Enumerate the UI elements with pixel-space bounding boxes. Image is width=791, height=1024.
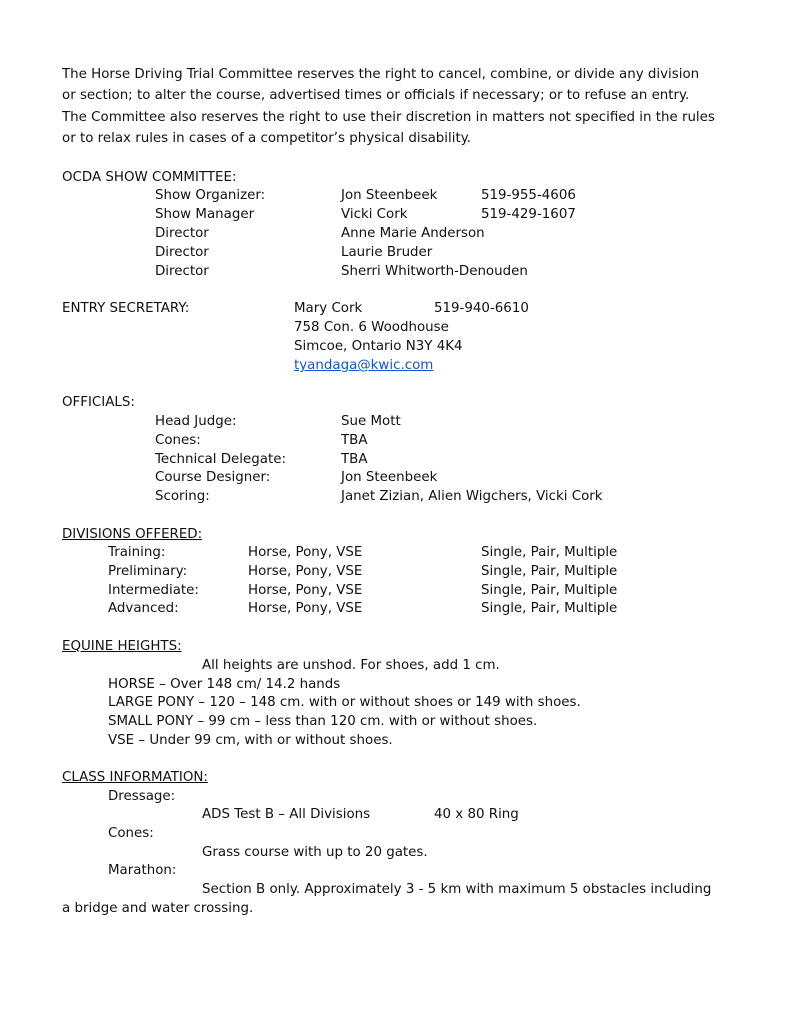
entry-secretary-heading: ENTRY SECRETARY: (62, 301, 190, 316)
entry-secretary-city: Simcoe, Ontario N3Y 4K4 (294, 339, 463, 354)
committee-phone: 519-955-4606 (481, 188, 576, 203)
division-level: Advanced: (108, 601, 179, 616)
division-level: Training: (108, 545, 166, 560)
classes-heading: CLASS INFORMATION: (62, 770, 208, 785)
entry-secretary-phone: 519-940-6610 (434, 301, 529, 316)
official-role: Scoring: (155, 489, 210, 504)
intro-line: or section; to alter the course, advertised times or officials if necessary; or to refuse an entry. (62, 88, 690, 104)
division-equine: Horse, Pony, VSE (248, 583, 363, 598)
entry-secretary-email-link[interactable]: tyandaga@kwic.com (294, 358, 434, 373)
committee-name: Laurie Bruder (341, 245, 433, 260)
cones-label: Cones: (108, 826, 154, 841)
height-line: VSE – Under 99 cm, with or without shoes. (108, 733, 393, 748)
committee-role: Director (155, 245, 209, 260)
divisions-heading: DIVISIONS OFFERED: (62, 527, 203, 542)
division-types: Single, Pair, Multiple (481, 545, 618, 560)
officials-heading: OFFICIALS: (62, 395, 135, 410)
division-types: Single, Pair, Multiple (481, 564, 618, 579)
official-role: Technical Delegate: (155, 452, 286, 467)
entry-secretary-address: 758 Con. 6 Woodhouse (294, 320, 449, 335)
official-role: Cones: (155, 433, 201, 448)
division-types: Single, Pair, Multiple (481, 601, 618, 616)
committee-name: Jon Steenbeek (341, 188, 438, 203)
official-name: Sue Mott (341, 414, 401, 429)
division-equine: Horse, Pony, VSE (248, 601, 363, 616)
dressage-label: Dressage: (108, 789, 176, 804)
marathon-label: Marathon: (108, 863, 177, 878)
marathon-description-continued: a bridge and water crossing. (62, 901, 254, 916)
official-name: TBA (341, 433, 368, 448)
marathon-description: Section B only. Approximately 3 - 5 km with maximum 5 obstacles including (202, 882, 712, 897)
dressage-test: ADS Test B – All Divisions (202, 807, 371, 822)
committee-role: Show Manager (155, 207, 255, 222)
height-line: SMALL PONY – 99 cm – less than 120 cm. with or without shoes. (108, 714, 538, 729)
committee-role: Director (155, 226, 209, 241)
official-name: Jon Steenbeek (341, 470, 438, 485)
intro-line: The Horse Driving Trial Committee reserves the right to cancel, combine, or divide any division (62, 67, 700, 82)
heights-note: All heights are unshod. For shoes, add 1 cm. (202, 658, 500, 673)
division-types: Single, Pair, Multiple (481, 583, 618, 598)
committee-phone: 519-429-1607 (481, 207, 576, 222)
official-name: TBA (341, 452, 368, 467)
committee-heading: OCDA SHOW COMMITTEE: (62, 170, 237, 185)
intro-line: The Committee also reserves the right to use their discretion in matters not specified in the rules (62, 109, 715, 125)
committee-role: Show Organizer: (155, 188, 266, 203)
official-role: Course Designer: (155, 470, 271, 485)
heights-heading: EQUINE HEIGHTS: (62, 639, 182, 654)
division-equine: Horse, Pony, VSE (248, 564, 363, 579)
entry-secretary-name: Mary Cork (294, 301, 363, 316)
division-level: Intermediate: (108, 583, 199, 598)
division-equine: Horse, Pony, VSE (248, 545, 363, 560)
intro-paragraph (62, 64, 762, 150)
committee-role: Director (155, 264, 209, 279)
committee-name: Anne Marie Anderson (341, 226, 485, 241)
height-line: LARGE PONY – 120 – 148 cm. with or without shoes or 149 with shoes. (108, 695, 581, 710)
committee-name: Sherri Whitworth-Denouden (341, 264, 528, 279)
cones-description: Grass course with up to 20 gates. (202, 845, 428, 860)
committee-name: Vicki Cork (341, 207, 408, 222)
official-name: Janet Zizian, Alien Wigchers, Vicki Cork (341, 489, 603, 504)
intro-line: or to relax rules in cases of a competitor’s physical disability. (62, 131, 471, 147)
division-level: Preliminary: (108, 564, 188, 579)
height-line: HORSE – Over 148 cm/ 14.2 hands (108, 677, 341, 692)
official-role: Head Judge: (155, 414, 237, 429)
dressage-ring: 40 x 80 Ring (434, 807, 519, 822)
